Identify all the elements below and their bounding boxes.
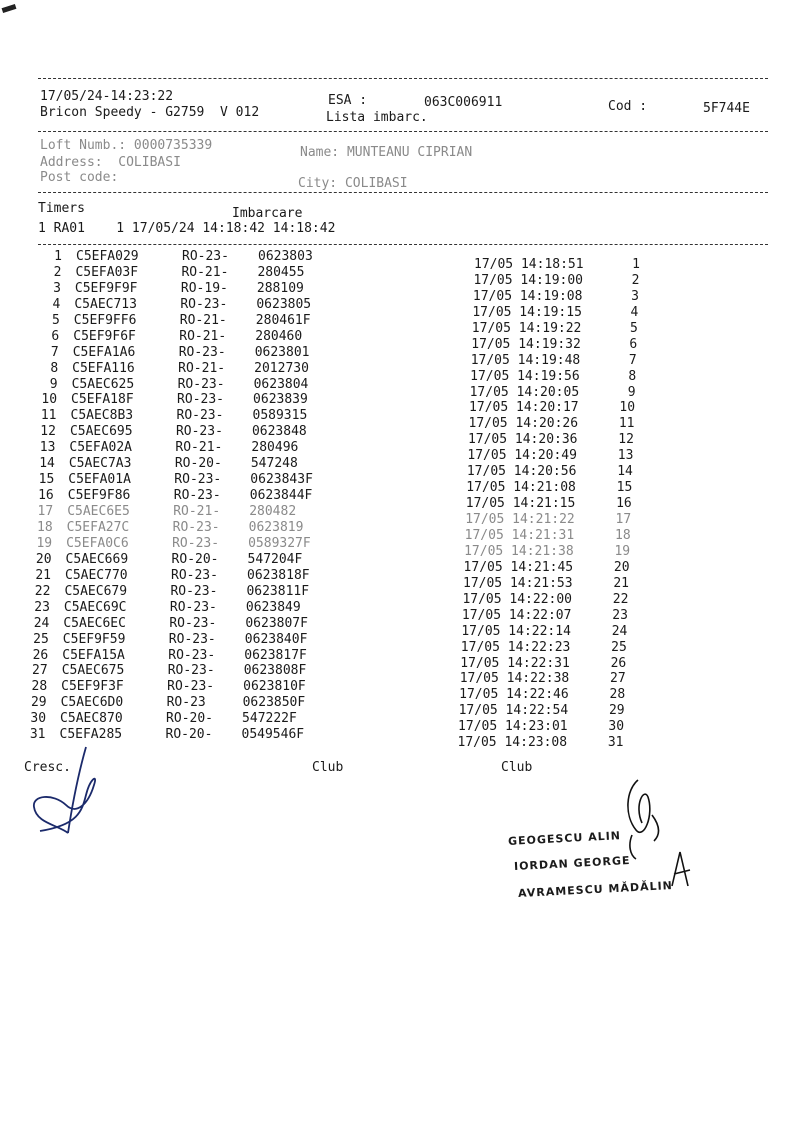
arrival-order: 13 xyxy=(617,448,634,464)
arrival-order: 4 xyxy=(630,304,639,320)
row-number: 3 xyxy=(53,280,61,296)
ring-number: 280455 xyxy=(257,264,305,280)
chip-id: C5AEC6E5 xyxy=(67,504,130,520)
arrival-time: 17/05 14:22:31 xyxy=(460,655,570,671)
chip-id: C5EFA03F xyxy=(75,264,139,280)
city: City: COLIBASI xyxy=(298,176,408,191)
print-datetime: 17/05/24-14:23:22 xyxy=(40,89,174,104)
arrival-order: 16 xyxy=(616,496,632,512)
ring-number: 0623849 xyxy=(245,599,301,615)
chip-id: C5AEC669 xyxy=(65,551,129,567)
row-number: 13 xyxy=(39,440,56,456)
row-number: 22 xyxy=(34,583,51,599)
ring-number: 280482 xyxy=(249,504,297,520)
ring-prefix: RO-23- xyxy=(177,392,225,408)
row-number: 4 xyxy=(52,296,61,312)
ring-number: 0623848 xyxy=(251,424,307,440)
ring-prefix: RO-23- xyxy=(168,647,216,663)
arrival-time: 17/05 14:19:32 xyxy=(471,336,581,352)
chip-id: C5AEC69C xyxy=(63,599,127,615)
arrival-time: 17/05 14:19:15 xyxy=(472,304,582,320)
signatory-3: AVRAMESCU MĂDĂLIN xyxy=(517,878,674,901)
ring-number: 0623811F xyxy=(246,583,310,599)
club-label-1: Club xyxy=(312,760,344,775)
row-number: 28 xyxy=(31,679,48,695)
ring-number: 288109 xyxy=(256,280,304,296)
signatory-1: GEOGESCU ALIN xyxy=(507,829,622,848)
ring-number: 0623808F xyxy=(243,663,307,679)
row-number: 5 xyxy=(51,312,60,328)
breeder-signature xyxy=(28,745,103,840)
ring-prefix: RO-23- xyxy=(170,583,218,599)
row-number: 17 xyxy=(37,504,54,520)
arrival-order: 17 xyxy=(615,512,632,528)
esa-label: ESA : xyxy=(328,93,368,108)
arrival-order: 28 xyxy=(609,687,626,703)
ring-prefix: RO-23- xyxy=(174,472,222,488)
arrival-time: 17/05 14:22:38 xyxy=(459,671,570,687)
row-number: 25 xyxy=(33,631,49,647)
owner-name: Name: MUNTEANU CIPRIAN xyxy=(300,145,473,160)
timer-line: 1 RA01 1 17/05/24 14:18:42 14:18:42 xyxy=(38,221,336,236)
arrival-order: 5 xyxy=(629,320,638,336)
chip-id: C5AEC8B3 xyxy=(70,408,134,424)
chip-id: C5AEC870 xyxy=(60,711,123,727)
chip-id: C5EFA116 xyxy=(72,360,135,376)
chip-id: C5EF9F86 xyxy=(67,488,131,504)
chip-id: C5AEC7A3 xyxy=(68,456,132,472)
post-code-label: Post code: xyxy=(40,170,119,185)
ring-prefix: RO-23- xyxy=(168,631,216,647)
row-number: 10 xyxy=(41,392,58,408)
signatory-2: IORDAN GEORGE xyxy=(513,853,631,874)
arrival-order: 15 xyxy=(616,480,633,496)
arrival-order: 10 xyxy=(619,400,636,416)
chip-id: C5EF9FF6 xyxy=(73,312,137,328)
arrival-time: 17/05 14:19:08 xyxy=(472,288,583,304)
chip-id: C5AEC625 xyxy=(71,376,135,392)
ring-number: 0623805 xyxy=(256,296,312,312)
ring-prefix: RO-23- xyxy=(169,615,217,631)
row-number: 20 xyxy=(35,551,52,567)
arrival-order: 21 xyxy=(613,575,629,591)
row-number: 11 xyxy=(40,408,57,424)
arrival-order: 25 xyxy=(611,639,627,655)
arrival-order: 31 xyxy=(607,735,624,751)
arrival-order: 20 xyxy=(613,559,630,575)
ring-prefix: RO-23- xyxy=(176,408,224,424)
chip-id: C5EFA029 xyxy=(76,249,139,264)
ring-prefix: RO-23- xyxy=(169,599,217,615)
ring-number: 280461F xyxy=(255,312,311,328)
ring-number: 280496 xyxy=(251,440,299,456)
divider-timers xyxy=(38,244,768,245)
row-number: 6 xyxy=(51,328,60,344)
arrival-time: 17/05 14:20:36 xyxy=(467,432,578,448)
chip-id: C5AEC675 xyxy=(61,663,125,679)
row-number: 12 xyxy=(40,424,56,440)
row-number: 19 xyxy=(36,535,53,551)
arrival-time: 17/05 14:20:05 xyxy=(469,384,580,400)
divider-top xyxy=(38,78,768,79)
ring-prefix: RO-23- xyxy=(180,296,228,312)
row-number: 29 xyxy=(30,695,47,711)
ring-number: 0623804 xyxy=(253,376,309,392)
cod-label: Cod : xyxy=(608,99,648,114)
arrival-order: 18 xyxy=(615,527,631,543)
ring-prefix: RO-21- xyxy=(179,312,227,328)
timers-title: Timers xyxy=(38,201,85,216)
ring-number: 0623839 xyxy=(253,392,308,408)
scan-mark xyxy=(2,4,17,13)
row-number: 26 xyxy=(32,647,49,663)
arrival-time: 17/05 14:22:23 xyxy=(460,639,571,655)
ring-number: 0623810F xyxy=(243,679,306,695)
ring-prefix: RO-21- xyxy=(173,504,221,520)
ring-number: 0589315 xyxy=(252,408,308,424)
arrival-order: 30 xyxy=(608,719,625,735)
arrival-time: 17/05 14:20:56 xyxy=(466,464,577,480)
arrival-order: 1 xyxy=(632,257,640,272)
esa-value: 063C006911 xyxy=(424,95,503,110)
arrival-order: 24 xyxy=(611,623,628,639)
arrival-time: 17/05 14:21:31 xyxy=(464,527,575,543)
arrival-time: 17/05 14:23:08 xyxy=(457,735,568,751)
cod-value: 5F744E xyxy=(703,101,750,116)
chip-id: C5EF9F6F xyxy=(73,328,136,344)
ring-prefix: RO-23- xyxy=(177,376,225,392)
arrival-order: 3 xyxy=(631,288,639,304)
imbarcare-label: Imbarcare xyxy=(232,206,303,221)
arrival-time: 17/05 14:20:26 xyxy=(468,416,579,432)
chip-id: C5EFA01A xyxy=(68,472,131,488)
arrival-time: 17/05 14:20:17 xyxy=(469,400,579,416)
chip-id: C5EF9F59 xyxy=(62,631,126,647)
row-number: 1 xyxy=(54,249,62,264)
cresc-label: Cresc. xyxy=(24,760,71,775)
row-number: 21 xyxy=(35,567,51,583)
ring-number: 0589327F xyxy=(248,535,311,551)
ring-prefix: RO-23- xyxy=(173,488,221,504)
arrival-time: 17/05 14:21:53 xyxy=(463,575,573,591)
ring-prefix: RO-21- xyxy=(181,264,229,280)
club-label-2: Club xyxy=(501,760,533,775)
chip-id: C5EFA02A xyxy=(69,440,133,456)
arrival-order: 26 xyxy=(610,655,627,671)
ring-prefix: RO-23- xyxy=(172,535,220,551)
arrival-time: 17/05 14:20:49 xyxy=(467,448,577,464)
arrival-order: 12 xyxy=(618,432,634,448)
arrival-time: 17/05 14:22:07 xyxy=(461,607,572,623)
chip-id: C5EFA285 xyxy=(59,727,123,743)
arrival-time: 17/05 14:21:15 xyxy=(465,496,576,512)
arrival-time: 17/05 14:21:08 xyxy=(466,480,576,496)
row-number: 24 xyxy=(33,615,50,631)
address: Address: COLIBASI xyxy=(40,155,181,170)
ring-prefix: RO-20- xyxy=(166,711,214,727)
arrival-order: 8 xyxy=(628,368,637,384)
ring-number: 0623819 xyxy=(248,519,304,535)
row-number: 8 xyxy=(50,360,59,376)
arrival-time: 17/05 14:21:38 xyxy=(464,543,574,559)
arrival-order: 6 xyxy=(629,336,638,352)
chip-id: C5AEC6EC xyxy=(63,615,126,631)
chip-id: C5EFA0C6 xyxy=(66,535,129,551)
chip-id: C5AEC695 xyxy=(69,424,133,440)
arrival-order: 2 xyxy=(631,272,640,288)
row-number: 14 xyxy=(39,456,55,472)
row-number: 16 xyxy=(38,488,54,504)
club-signature-1 xyxy=(618,775,668,860)
chip-id: C5AEC6D0 xyxy=(60,695,124,711)
ring-number: 0623803 xyxy=(258,249,313,264)
row-number: 7 xyxy=(50,344,59,360)
arrival-order: 22 xyxy=(612,591,629,607)
ring-prefix: RO-19- xyxy=(180,280,228,296)
ring-number: 0623818F xyxy=(247,567,310,583)
arrival-order: 29 xyxy=(608,703,625,719)
ring-number: 2012730 xyxy=(254,360,309,376)
row-number: 23 xyxy=(34,599,50,615)
ring-number: 547248 xyxy=(250,456,298,472)
ring-prefix: RO-23- xyxy=(167,679,215,695)
ring-prefix: RO-20- xyxy=(165,727,213,743)
arrival-order: 27 xyxy=(610,671,626,687)
chip-id: C5AEC679 xyxy=(64,583,128,599)
ring-prefix: RO-23 xyxy=(166,695,206,711)
arrival-time: 17/05 14:19:22 xyxy=(471,320,582,336)
arrival-time: 17/05 14:23:01 xyxy=(458,719,568,735)
ring-number: 0623844F xyxy=(249,488,313,504)
ring-number: 547204F xyxy=(247,551,303,567)
divider-header xyxy=(38,131,768,132)
ring-prefix: RO-21- xyxy=(175,440,223,456)
row-number: 15 xyxy=(38,472,55,488)
row-number: 27 xyxy=(32,663,48,679)
row-number: 31 xyxy=(29,727,46,743)
loft-number: Loft Numb.: 0000735339 xyxy=(40,138,213,153)
arrival-time: 17/05 14:22:54 xyxy=(458,703,569,719)
arrival-order: 14 xyxy=(617,464,633,480)
row-number: 18 xyxy=(37,519,53,535)
divider-owner xyxy=(38,192,768,193)
ring-prefix: RO-21- xyxy=(178,360,226,376)
ring-prefix: RO-23- xyxy=(178,344,226,360)
arrival-time: 17/05 14:19:48 xyxy=(470,352,581,368)
arrival-time: 17/05 14:21:45 xyxy=(463,559,574,575)
arrival-time: 17/05 14:19:56 xyxy=(470,368,580,384)
arrival-time: 17/05 14:18:51 xyxy=(474,257,584,272)
ring-number: 547222F xyxy=(242,711,297,727)
ring-prefix: RO-20- xyxy=(171,551,219,567)
arrival-order: 23 xyxy=(612,607,628,623)
ring-number: 280460 xyxy=(255,328,303,344)
ring-prefix: RO-23- xyxy=(182,249,229,264)
chip-id: C5EFA15A xyxy=(62,647,125,663)
arrival-time: 17/05 14:19:00 xyxy=(473,272,584,288)
ring-number: 0549546F xyxy=(241,727,305,743)
arrival-order: 19 xyxy=(614,543,631,559)
chip-id: C5EFA18F xyxy=(71,392,134,408)
chip-id: C5EF9F3F xyxy=(61,679,124,695)
arrival-time: 17/05 14:22:14 xyxy=(461,623,571,639)
row-number: 30 xyxy=(30,711,47,727)
ring-prefix: RO-23- xyxy=(172,519,220,535)
arrival-time: 17/05 14:21:22 xyxy=(465,512,575,528)
arrival-time: 17/05 14:22:00 xyxy=(462,591,573,607)
ring-prefix: RO-23- xyxy=(175,424,223,440)
arrival-order: 9 xyxy=(627,384,636,400)
ring-number: 0623801 xyxy=(254,344,310,360)
chip-id: C5AEC770 xyxy=(65,567,128,583)
ring-number: 0623807F xyxy=(245,615,308,631)
ring-number: 0623840F xyxy=(244,631,308,647)
ring-number: 0623843F xyxy=(250,472,313,488)
row-number: 2 xyxy=(53,264,62,280)
device-info: Bricon Speedy - G2759 V 012 xyxy=(40,105,260,120)
ring-prefix: RO-23- xyxy=(167,663,215,679)
arrival-order: 11 xyxy=(618,416,635,432)
arrival-time: 17/05 14:22:46 xyxy=(459,687,569,703)
arrival-order: 7 xyxy=(628,352,637,368)
chip-id: C5AEC713 xyxy=(74,296,137,312)
row-number: 9 xyxy=(49,376,58,392)
chip-id: C5EF9F9F xyxy=(74,280,138,296)
ring-prefix: RO-23- xyxy=(171,567,218,583)
ring-prefix: RO-21- xyxy=(179,328,227,344)
list-title: Lista imbarc. xyxy=(326,110,428,125)
ring-prefix: RO-20- xyxy=(174,456,222,472)
chip-id: C5EFA27C xyxy=(66,519,130,535)
chip-id: C5EFA1A6 xyxy=(72,344,136,360)
ring-number: 0623817F xyxy=(244,647,307,663)
ring-number: 0623850F xyxy=(242,695,306,711)
